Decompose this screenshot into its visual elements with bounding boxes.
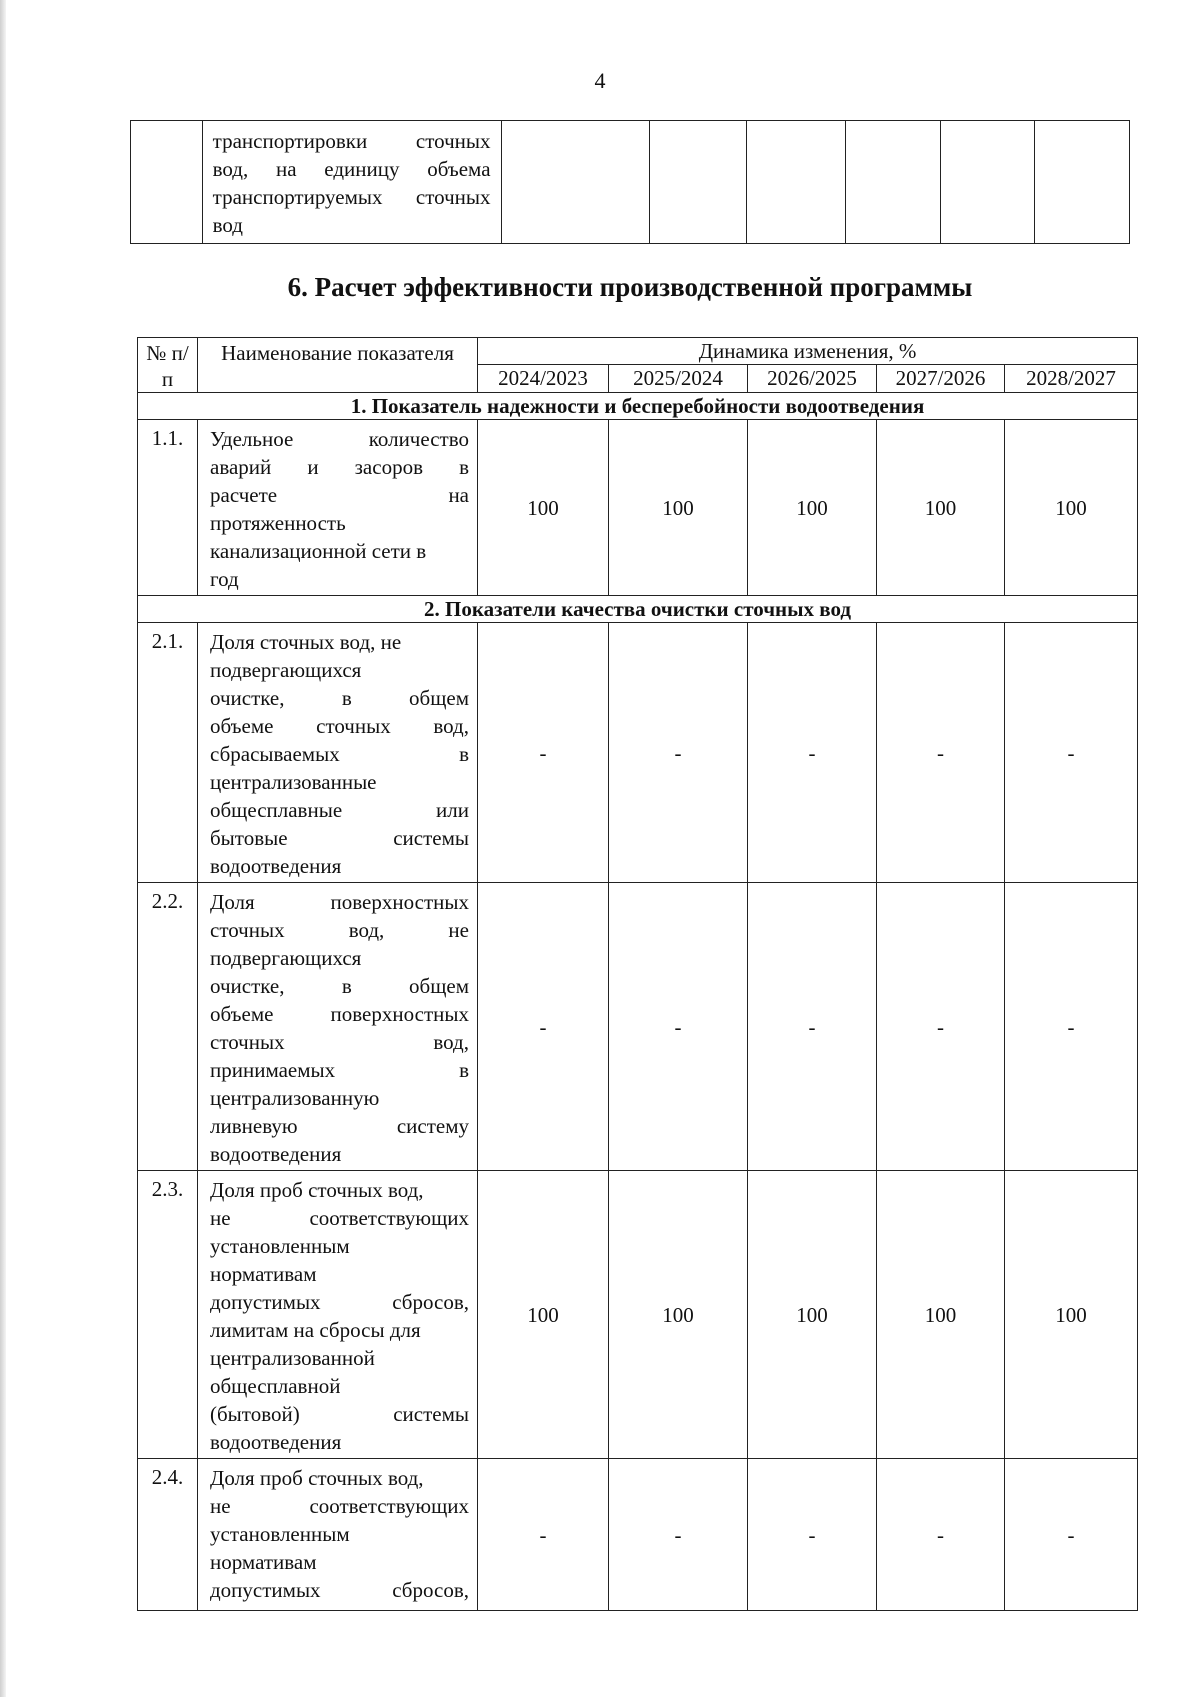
header-year: 2028/2027 [1005,365,1138,393]
text-word: бытовые [210,826,288,850]
text-word: вод [212,213,243,237]
text-line [210,1520,469,1548]
text-word: транспортируемых [212,185,383,209]
text-word: общесплавной [210,1374,341,1398]
text-word: допустимых [210,1290,321,1314]
text-word: централизованную [210,1086,380,1110]
row-indicator-name [198,623,478,883]
text-word: централизованной [210,1346,375,1370]
text-line [210,1372,469,1400]
text-word: системы [393,826,469,850]
text-word: протяженность [210,511,346,535]
text-word: не [448,918,469,942]
row-indicator-name [198,420,478,596]
text-word: Удельное [210,427,294,451]
section-title-cell: 1. Показатель надежности и бесперебойности водоотведения [138,393,1138,420]
continuation-text [213,127,491,239]
header-row [138,338,1138,365]
text-word: и [307,455,319,479]
text-word: сбросов, [392,1290,469,1314]
header-name: Наименование показателя [198,338,478,393]
text-line [210,824,469,852]
text-word: засоров [354,455,423,479]
row-value: - [877,1459,1005,1611]
text-line [210,684,469,712]
text-line [210,509,469,537]
table-row [138,623,1138,883]
text-word: ливневую [210,1114,298,1138]
cell-value [501,121,649,244]
text-line [210,1204,469,1232]
scan-edge [0,0,6,1697]
text-line [210,1464,469,1492]
text-line [210,1140,469,1168]
table-row [138,420,1138,596]
text-word: в [459,742,469,766]
text-word: водоотведения [210,854,342,878]
text-word: в [341,974,352,998]
text-word: (бытовой) [210,1402,300,1426]
text-word: Доля сточных вод, не [210,630,402,654]
text-word: на [448,483,469,507]
text-word: установленным [210,1522,350,1546]
row-number: 1.1. [138,420,198,596]
text-word: водоотведения [210,1430,342,1454]
text-word: вод, [433,714,469,738]
text-line [210,1056,469,1084]
text-line [210,740,469,768]
row-value: 100 [748,1171,877,1459]
text-line [210,1000,469,1028]
cell-num [131,121,203,244]
text-word: объема [427,157,491,181]
text-line [213,127,491,155]
indicator-text [210,888,469,1168]
text-word: сбросов, [392,1578,469,1602]
text-line [210,944,469,972]
row-indicator-name [198,1171,478,1459]
row-value: - [609,1459,748,1611]
row-value: 100 [1005,420,1138,596]
continuation-table [130,120,1130,244]
row-value: - [877,883,1005,1171]
text-word: установленным [210,1234,350,1258]
text-word: в [341,686,352,710]
text-word: поверхностных [330,1002,469,1026]
indicator-text [210,425,469,593]
text-word: соответствующих [309,1206,469,1230]
section-title: 6. Расчет эффективности производственной программы [287,272,973,302]
text-line [213,183,491,211]
text-line [210,656,469,684]
header-year: 2024/2023 [478,365,609,393]
table-row [138,1171,1138,1459]
text-word: транспортировки [212,129,368,153]
text-word: единицу [324,157,400,181]
text-line [210,768,469,796]
text-word: не [210,1494,231,1518]
text-word: принимаемых [210,1058,336,1082]
text-word: сточных [415,185,491,209]
text-word: расчете [210,483,278,507]
text-line [210,628,469,656]
text-word: общесплавные [210,798,343,822]
text-line [210,425,469,453]
text-line [210,972,469,1000]
text-word: очистке, [210,974,285,998]
text-word: сточных [210,918,285,942]
text-line [210,916,469,944]
text-word: вод, [348,918,385,942]
row-value: 100 [478,420,609,596]
text-word: сточных [415,129,491,153]
text-word: нормативам [210,1550,317,1574]
text-line [213,211,491,239]
cell-value [846,121,940,244]
text-line [210,453,469,481]
text-line [210,1344,469,1372]
cell-value [649,121,746,244]
row-value: 100 [748,420,877,596]
text-word: допустимых [210,1578,321,1602]
text-word: в [459,1058,469,1082]
cell-value [1034,121,1129,244]
text-line [210,1548,469,1576]
page-number: 4 [594,68,606,93]
text-word: очистке, [210,686,285,710]
text-line [210,852,469,880]
indicator-text [210,1176,469,1456]
header-year: 2027/2026 [877,365,1005,393]
section-title-cell: 2. Показатели качества очистки сточных вод [138,596,1138,623]
row-value: 100 [609,1171,748,1459]
text-word: сбрасываемых [210,742,340,766]
header-dynamics: Динамика изменения, % [478,338,1138,365]
section-row [138,596,1138,623]
text-word: в [459,455,469,479]
section-row [138,393,1138,420]
header-year: 2025/2024 [609,365,748,393]
text-line [210,1492,469,1520]
text-line [210,1260,469,1288]
text-line [210,1428,469,1456]
text-word: соответствующих [309,1494,469,1518]
text-line [210,1316,469,1344]
row-value: - [478,1459,609,1611]
text-line [210,712,469,740]
row-value: 100 [478,1171,609,1459]
text-word: поверхностных [330,890,469,914]
text-line [210,1288,469,1316]
cell-name [202,121,501,244]
table-row [138,883,1138,1171]
text-word: системы [393,1402,469,1426]
text-word: подвергающихся [210,658,362,682]
row-value: - [877,623,1005,883]
text-line [210,1400,469,1428]
text-word: централизованные [210,770,377,794]
text-word: год [210,567,239,591]
text-word: количество [368,427,469,451]
text-word: общем [409,686,469,710]
text-line [210,796,469,824]
text-word: аварий [210,455,272,479]
text-word: Доля проб сточных вод, [210,1178,424,1202]
text-word: систему [396,1114,469,1138]
text-line [210,537,469,565]
text-word: водоотведения [210,1142,342,1166]
text-line [210,888,469,916]
header-num: № п/п [138,338,198,393]
text-word: сточных [210,1030,285,1054]
text-line [210,1084,469,1112]
text-word: сточных [316,714,391,738]
row-number: 2.3. [138,1171,198,1459]
text-word: подвергающихся [210,946,362,970]
text-line [210,1028,469,1056]
row-value: 100 [877,420,1005,596]
continuation-row [131,121,1130,244]
text-word: вод, [433,1030,469,1054]
row-value: - [1005,623,1138,883]
row-value: - [748,1459,877,1611]
row-value: - [748,623,877,883]
row-number: 2.4. [138,1459,198,1611]
text-word: нормативам [210,1262,317,1286]
row-value: - [478,883,609,1171]
row-value: 100 [609,420,748,596]
row-value: 100 [877,1171,1005,1459]
indicator-text [210,628,469,880]
text-word: лимитам на сбросы для [210,1318,421,1342]
text-line [210,1576,469,1604]
row-value: - [1005,1459,1138,1611]
row-value: - [1005,883,1138,1171]
row-value: - [478,623,609,883]
cell-value [940,121,1034,244]
text-word: Доля проб сточных вод, [210,1466,424,1490]
row-value: - [748,883,877,1171]
text-line [210,1176,469,1204]
text-line [210,481,469,509]
row-number: 2.1. [138,623,198,883]
row-value: 100 [1005,1171,1138,1459]
text-word: или [436,798,469,822]
text-word: не [210,1206,231,1230]
table-row [138,1459,1138,1611]
text-line [210,565,469,593]
row-value: - [609,883,748,1171]
row-number: 2.2. [138,883,198,1171]
text-word: Доля [210,890,255,914]
cell-value [747,121,846,244]
row-indicator-name [198,1459,478,1611]
efficiency-table [137,337,1138,1611]
indicator-text [210,1464,469,1604]
text-word: на [275,157,297,181]
text-word: общем [409,974,469,998]
text-word: канализационной сети в [210,539,427,563]
text-word: объеме [210,714,274,738]
row-value: - [609,623,748,883]
header-year: 2026/2025 [748,365,877,393]
text-line [210,1112,469,1140]
text-line [213,155,491,183]
row-indicator-name [198,883,478,1171]
text-line [210,1232,469,1260]
text-word: объеме [210,1002,274,1026]
text-word: вод, [212,157,249,181]
